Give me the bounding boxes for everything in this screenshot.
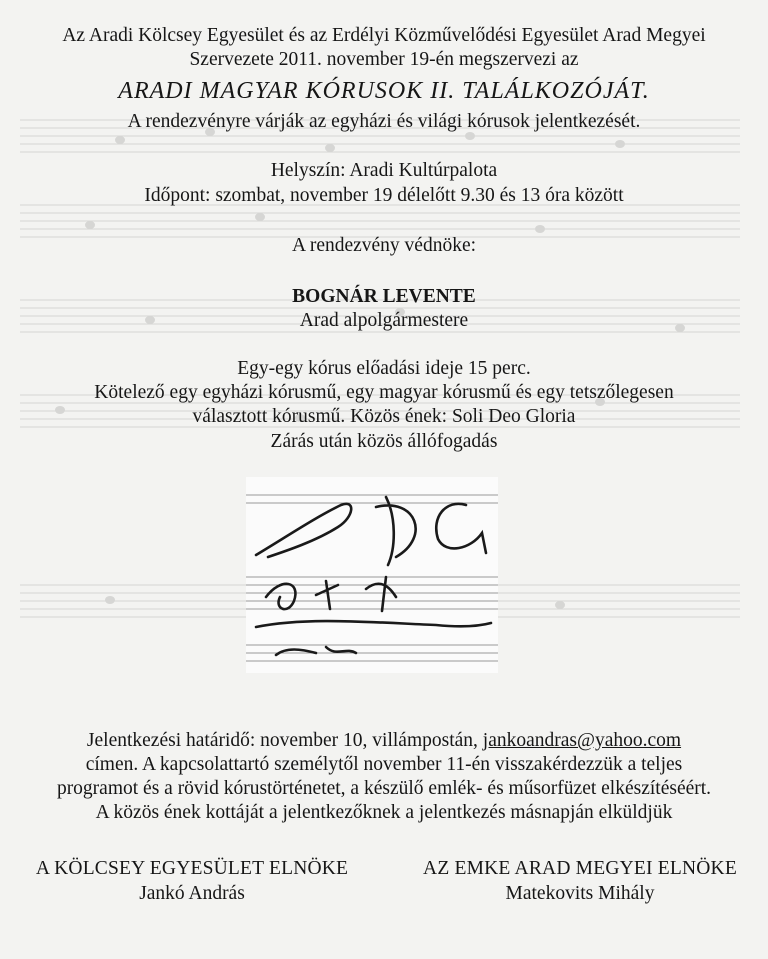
deadline-line-3: programot és a rövid kórustörténetet, a készülő emlék- és műsorfüzet elkészítéséért. bbox=[56, 778, 712, 799]
patron-name: BOGNÁR LEVENTE bbox=[292, 286, 476, 307]
deadline-line-2: címen. A kapcsolattartó személytől november 11-én visszakérdezzük a teljes bbox=[85, 754, 683, 775]
right-signatory bbox=[400, 856, 760, 906]
rules-line-3: választott kórusmű. Közös ének: Soli Deo Gloria bbox=[192, 406, 576, 427]
deadline-prefix: Jelentkezési határidő: november 10, villámpostán, bbox=[86, 730, 483, 751]
left-signatory bbox=[12, 856, 372, 906]
deadline-line-1 bbox=[0, 729, 768, 752]
rules-line-4: Zárás után közös állófogadás bbox=[270, 431, 498, 452]
patron-label: A rendezvény védnöke: bbox=[291, 235, 477, 256]
invitation-text: A rendezvényre várják az egyházi és világi kórusok jelentkezését. bbox=[127, 111, 641, 132]
left-signatory-name: Jankó András bbox=[139, 883, 245, 904]
right-signatory-name: Matekovits Mihály bbox=[505, 883, 655, 904]
right-signatory-title: AZ EMKE ARAD MEGYEI ELNÖKE bbox=[423, 858, 737, 879]
left-signatory-title: A KÖLCSEY EGYESÜLET ELNÖKE bbox=[35, 858, 349, 879]
intro-line-1: Az Aradi Kölcsey Egyesület és az Erdélyi Közművelődési Egyesület Arad Megyei bbox=[62, 25, 706, 46]
venue-text: Helyszín: Aradi Kultúrpalota bbox=[270, 160, 498, 181]
time-text: Időpont: szombat, november 19 délelőtt 9.30 és 13 óra között bbox=[144, 185, 624, 206]
deadline-line-4: A közös ének kottáját a jelentkezőknek a jelentkezés másnapján elküldjük bbox=[95, 802, 673, 823]
rules-line-2: Kötelező egy egyházi kórusmű, egy magyar kórusmű és egy tetszőlegesen bbox=[94, 382, 674, 403]
event-title: ARADI MAGYAR KÓRUSOK II. TALÁLKOZÓJÁT. bbox=[118, 78, 650, 104]
email-link[interactable]: jankoandras@yahoo.com bbox=[482, 730, 682, 751]
intro-line-2: Szervezete 2011. november 19-én megszervezi az bbox=[189, 49, 579, 70]
patron-role: Arad alpolgármestere bbox=[299, 310, 469, 331]
signature-image bbox=[246, 477, 498, 673]
rules-line-1: Egy-egy kórus előadási ideje 15 perc. bbox=[237, 358, 531, 379]
